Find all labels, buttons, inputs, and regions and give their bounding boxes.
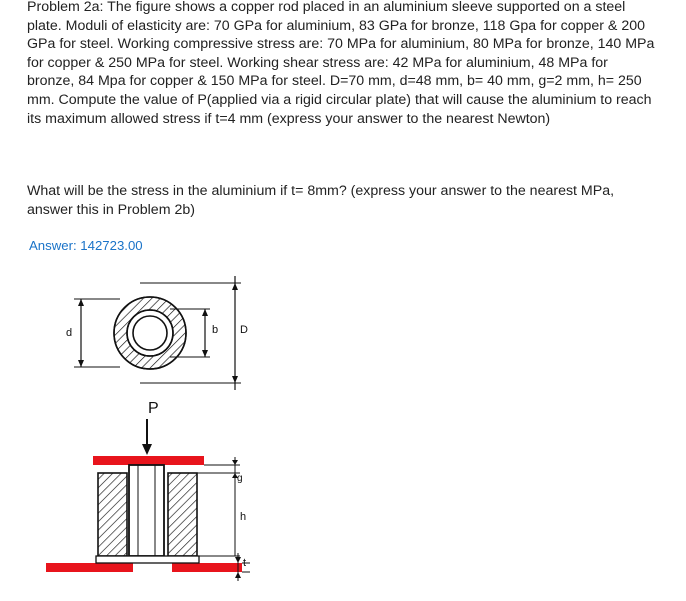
followup-question: What will be the stress in the aluminium if t= 8mm? (express your answer to the nearest MPa, answer this in Problem 2b) [27, 183, 615, 218]
sleeve-wall-right [168, 473, 197, 556]
label-d: d [66, 327, 73, 339]
label-P: P [148, 400, 159, 417]
copper-rod [129, 465, 164, 556]
copper-rod-circle [133, 316, 167, 350]
label-g: g [237, 473, 243, 484]
rigid-top-plate [93, 456, 204, 465]
elevation-view [46, 400, 250, 581]
label-b: b [212, 324, 219, 336]
label-h: h [240, 511, 247, 523]
sleeve-wall-left [98, 473, 127, 556]
steel-plate-right [172, 563, 242, 572]
problem-statement: Problem 2a: The figure shows a copper rod placed in an aluminium sleeve supported on a steel plate. Moduli of elasticity are: 70 GPa for aluminium, 83 GPa for bronze, 118 Gpa for copper & 200 GPa for steel. Working compressive stress are: 70 MPa for aluminium, 80 MPa for bronze, 140 MPa for copper & 250 MPa for steel. Working shear stress are: 42 MPa for aluminium, 48 MPa for bronze, 84 Mpa for copper & 150 MPa for steel. D=70 mm, d=48 mm, b= 40 mm, g=2 mm, h= 250 mm. Compute the value of P(applied via a rigid circular plate) that will cause the aluminium to reach its maximum allowed stress if t=4 mm (express your answer to the nearest Newton) [27, 0, 655, 127]
label-t: t [243, 557, 247, 569]
label-D: D [240, 324, 248, 336]
steel-plate-left [46, 563, 133, 572]
cross-section-view [66, 276, 248, 390]
answer-text: Answer: 142723.00 [29, 238, 143, 253]
